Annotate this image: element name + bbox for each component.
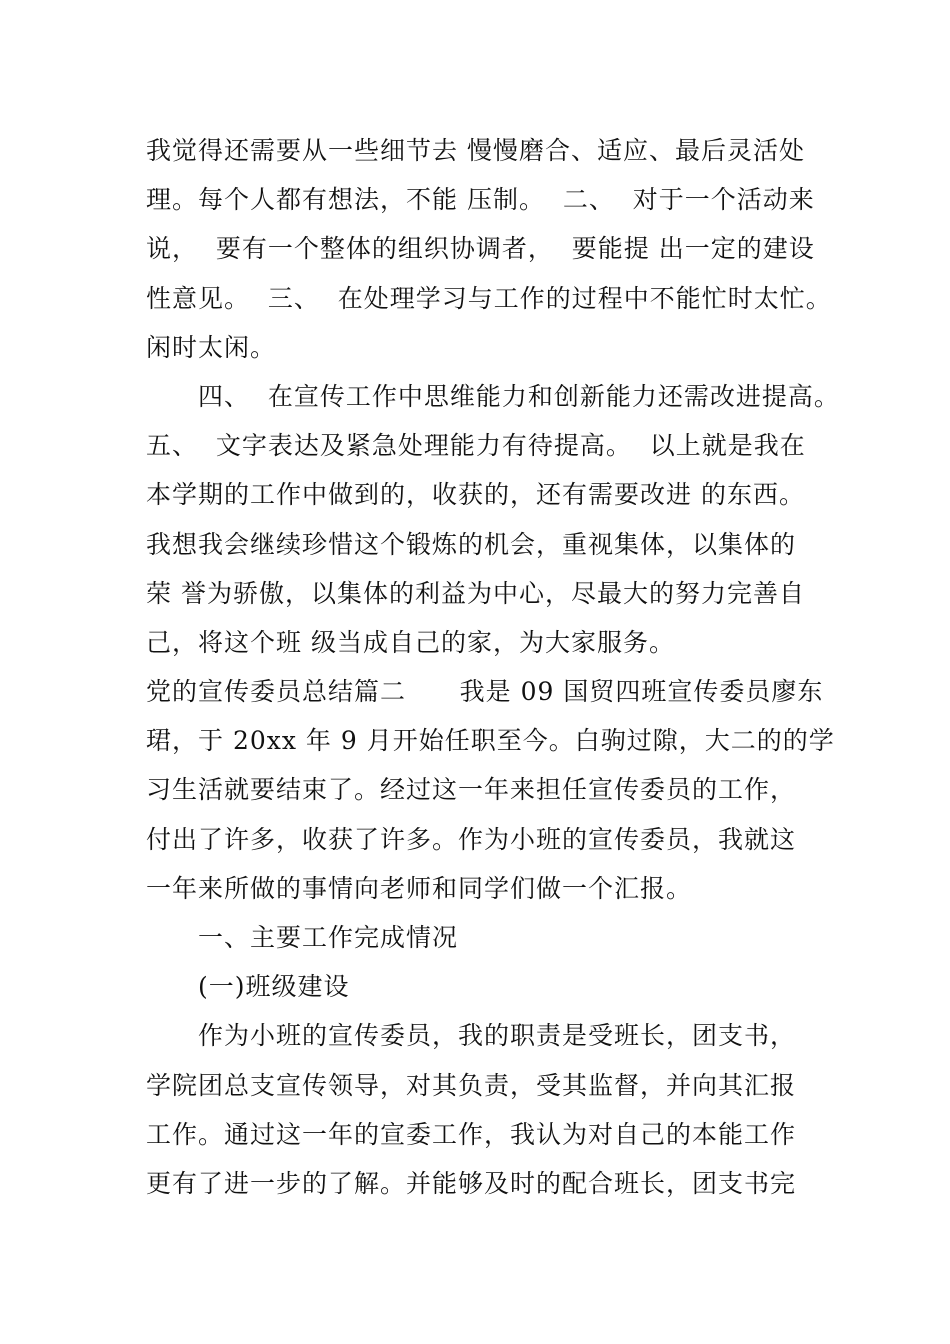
text-line: 更有了进一步的了解。并能够及时的配合班长，团支书完 [146, 1168, 797, 1198]
text-line: 五、 文字表达及紧急处理能力有待提高。 以上就是我在 [146, 431, 806, 461]
text-line: 习生活就要结束了。经过这一年来担任宣传委员的工作， [146, 775, 797, 805]
text-line: 一年来所做的事情向老师和同学们做一个汇报。 [146, 873, 693, 903]
text-line: 党的宣传委员总结篇二 我是 09 国贸四班宣传委员廖东 [146, 677, 824, 707]
document-body [146, 126, 846, 1208]
text-line: 学院团总支宣传领导，对其负责，受其监督，并向其汇报 [146, 1070, 797, 1100]
text-line: 本学期的工作中做到的，收获的，还有需要改进 的东西。 [146, 480, 805, 510]
text-line: 工作。通过这一年的宣委工作，我认为对自己的本能工作 [146, 1119, 797, 1149]
text-line: 付出了许多，收获了许多。作为小班的宣传委员，我就这 [146, 824, 797, 854]
text-line: 作为小班的宣传委员，我的职责是受班长，团支书， [198, 1021, 797, 1051]
text-line: 四、 在宣传工作中思维能力和创新能力还需改进提高。 [198, 381, 840, 411]
text-line: 性意见。 三、 在处理学习与工作的过程中不能忙时太忙。 [146, 283, 832, 313]
text-line: 己，将这个班 级当成自己的家，为大家服务。 [146, 627, 675, 657]
text-line: 荣 誉为骄傲，以集体的利益为中心，尽最大的努力完善自 [146, 578, 805, 608]
text-line: 我觉得还需要从一些细节去 慢慢磨合、适应、最后灵活处 [146, 136, 805, 165]
text-line: 一、主要工作完成情况 [198, 923, 459, 952]
text-line: 闲时太闲。 [146, 332, 277, 362]
text-line: 珺，于 20xx 年 9 月开始任职至今。白驹过隙，大二的的学 [146, 726, 835, 756]
text-line: (一)班级建设 [198, 972, 350, 1002]
text-line: 我想我会继续珍惜这个锻炼的机会，重视集体，以集体的 [146, 529, 797, 559]
text-line: 理。每个人都有想法，不能 压制。 二、 对于一个活动来 [146, 185, 815, 215]
text-line: 说， 要有一个整体的组织协调者， 要能提 出一定的建设 [146, 234, 815, 264]
